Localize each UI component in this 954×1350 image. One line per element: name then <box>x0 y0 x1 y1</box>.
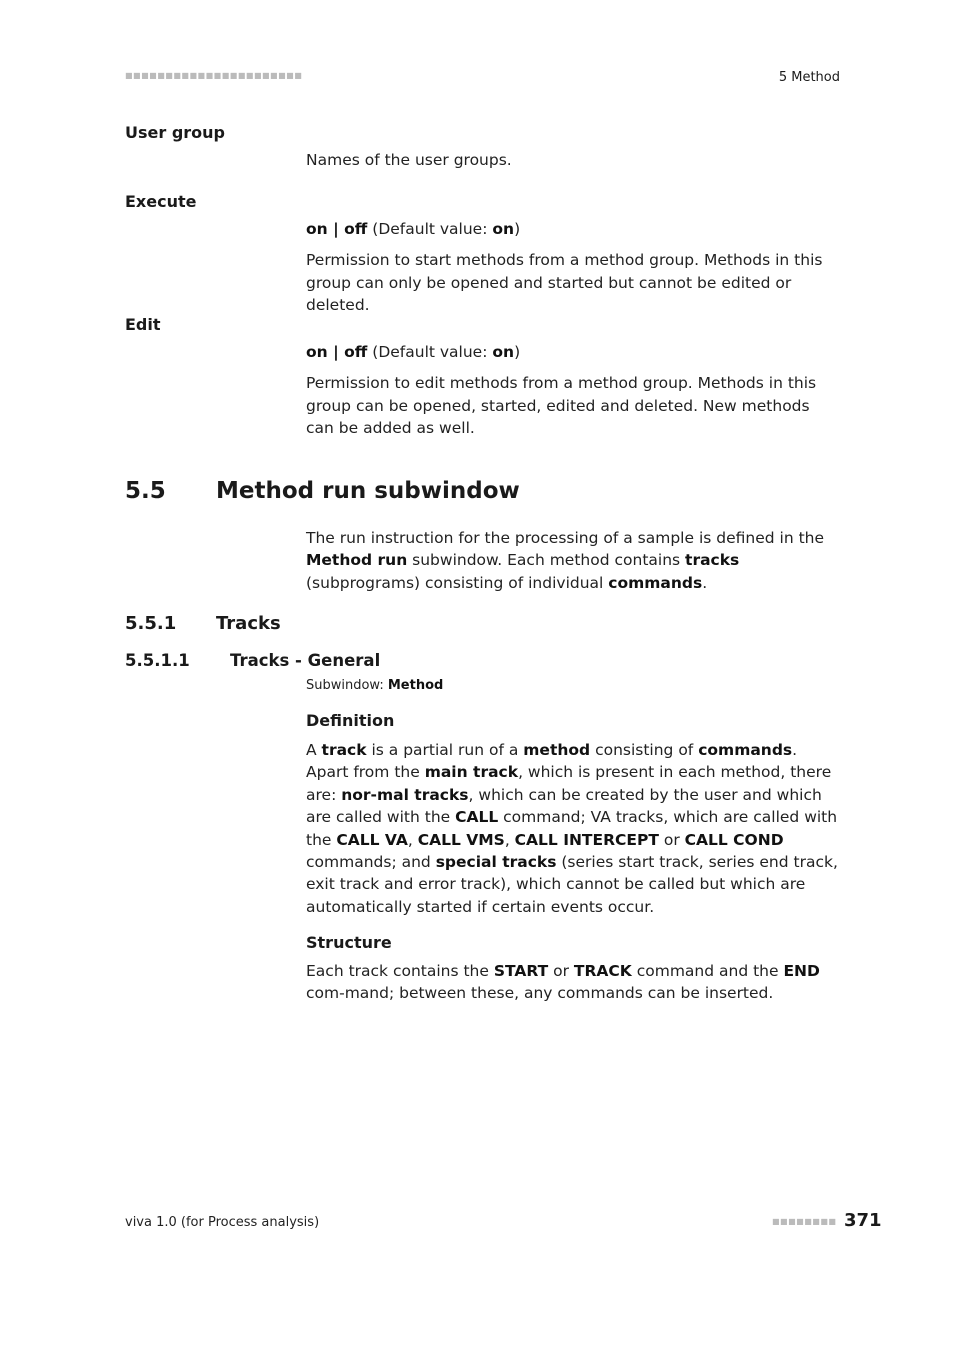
section-title: Tracks - General <box>230 651 381 670</box>
edit-desc-text: Permission to edit methods from a method group. Methods in this group can be opened, started, edited and deleted. New methods can be added as well. <box>306 374 817 438</box>
section-intro <box>306 527 841 594</box>
bold-term: CALL <box>455 808 499 827</box>
text-run: subwindow. Each method contains <box>407 551 686 570</box>
bold-term: END <box>783 962 820 980</box>
subwindow-note <box>306 678 443 693</box>
edit-description <box>306 341 841 440</box>
bold-term: main track <box>424 763 519 782</box>
term-edit: Edit <box>125 315 161 334</box>
running-header-section: 5 Method <box>778 70 840 85</box>
header-decoration: ■■■■■■■■■■■■■■■■■■■■■■ <box>125 71 303 80</box>
execute-default-value: on <box>492 220 515 238</box>
bold-term: TRACK <box>573 962 632 980</box>
rich-intro <box>306 527 841 594</box>
execute-description <box>306 218 841 317</box>
text-run: command and the <box>631 962 784 980</box>
term-execute: Execute <box>125 192 197 211</box>
text-run: , <box>504 830 515 849</box>
structure-body <box>306 960 841 1005</box>
bold-term: special tracks <box>435 853 557 872</box>
execute-values-line <box>306 218 841 240</box>
text-run: or <box>548 962 574 980</box>
section-title: Tracks <box>216 613 281 634</box>
footer-product: viva 1.0 (for Process analysis) <box>125 1215 320 1230</box>
execute-default-prefix: (Default value: <box>367 220 493 238</box>
bold-term: CALL INTERCEPT <box>514 830 659 849</box>
execute-values: on | off <box>306 220 368 238</box>
text-run: com-mand; between these, any commands can be inserted. <box>306 984 774 1003</box>
execute-default-suffix: ) <box>514 220 521 238</box>
text-run: , which is present in each method, there are: <box>306 763 832 804</box>
bold-term: commands <box>698 741 793 759</box>
definition-heading: Definition <box>306 711 395 730</box>
subwindow-label: Subwindow: <box>306 678 388 693</box>
text-run: or <box>658 830 685 849</box>
bold-term: nor-mal tracks <box>341 785 469 804</box>
section-heading-5-5-1 <box>125 613 281 634</box>
section-number: 5.5.1 <box>125 613 177 634</box>
rich-definition <box>306 739 841 918</box>
bold-term: tracks <box>685 551 740 570</box>
section-number: 5.5 <box>125 478 166 504</box>
bold-term: track <box>321 741 367 759</box>
text-run: (subprograms) consisting of individual <box>306 573 609 592</box>
definition-body <box>306 739 841 918</box>
bold-term: Method run <box>306 551 408 570</box>
edit-default-prefix: (Default value: <box>367 343 493 361</box>
subwindow-value: Method <box>387 678 444 693</box>
edit-default-suffix: ) <box>514 343 521 361</box>
text-run: The run instruction for the processing of a sample is defined in the <box>306 529 825 547</box>
bold-term: commands <box>608 573 703 592</box>
page-number: 371 <box>844 1210 882 1231</box>
text-run: , which can be created by the user and which are called with the <box>306 785 822 827</box>
text-run: Each track contains the <box>306 962 494 980</box>
text-run: , <box>407 830 418 849</box>
structure-heading: Structure <box>306 933 392 952</box>
text-run: commands; and <box>306 853 436 872</box>
section-number: 5.5.1.1 <box>125 651 190 670</box>
text-run: command; VA tracks, which are called with the <box>306 808 838 849</box>
text-run: consisting of <box>590 741 699 759</box>
bold-term: method <box>523 741 591 759</box>
text-run: . <box>702 573 708 592</box>
user-group-description <box>306 149 841 171</box>
text-run: A <box>306 741 322 759</box>
section-heading-5-5 <box>125 478 520 504</box>
bold-term: START <box>493 962 549 980</box>
edit-values-line <box>306 341 841 363</box>
section-heading-5-5-1-1 <box>125 651 380 670</box>
bold-term: CALL VA <box>336 830 408 849</box>
rich-structure <box>306 960 841 1005</box>
execute-desc-text: Permission to start methods from a method group. Methods in this group can only be opened and started but cannot be edited or deleted. <box>306 251 823 315</box>
text-run: is a partial run of a <box>366 741 524 759</box>
section-title: Method run subwindow <box>216 478 520 504</box>
term-user-group: User group <box>125 123 226 142</box>
bold-term: CALL COND <box>684 830 784 849</box>
text-run: (series start track, series end track, exit track and error track), which cannot be called but which are automatically started if certain events occur. <box>306 853 838 916</box>
bold-term: CALL VMS <box>417 830 505 849</box>
edit-values: on | off <box>306 343 368 361</box>
user-group-desc-text: Names of the user groups. <box>306 151 512 169</box>
edit-default-value: on <box>492 343 515 361</box>
footer-decoration: ■■■■■■■■ <box>772 1217 837 1226</box>
text-run: . Apart from the <box>306 741 798 782</box>
